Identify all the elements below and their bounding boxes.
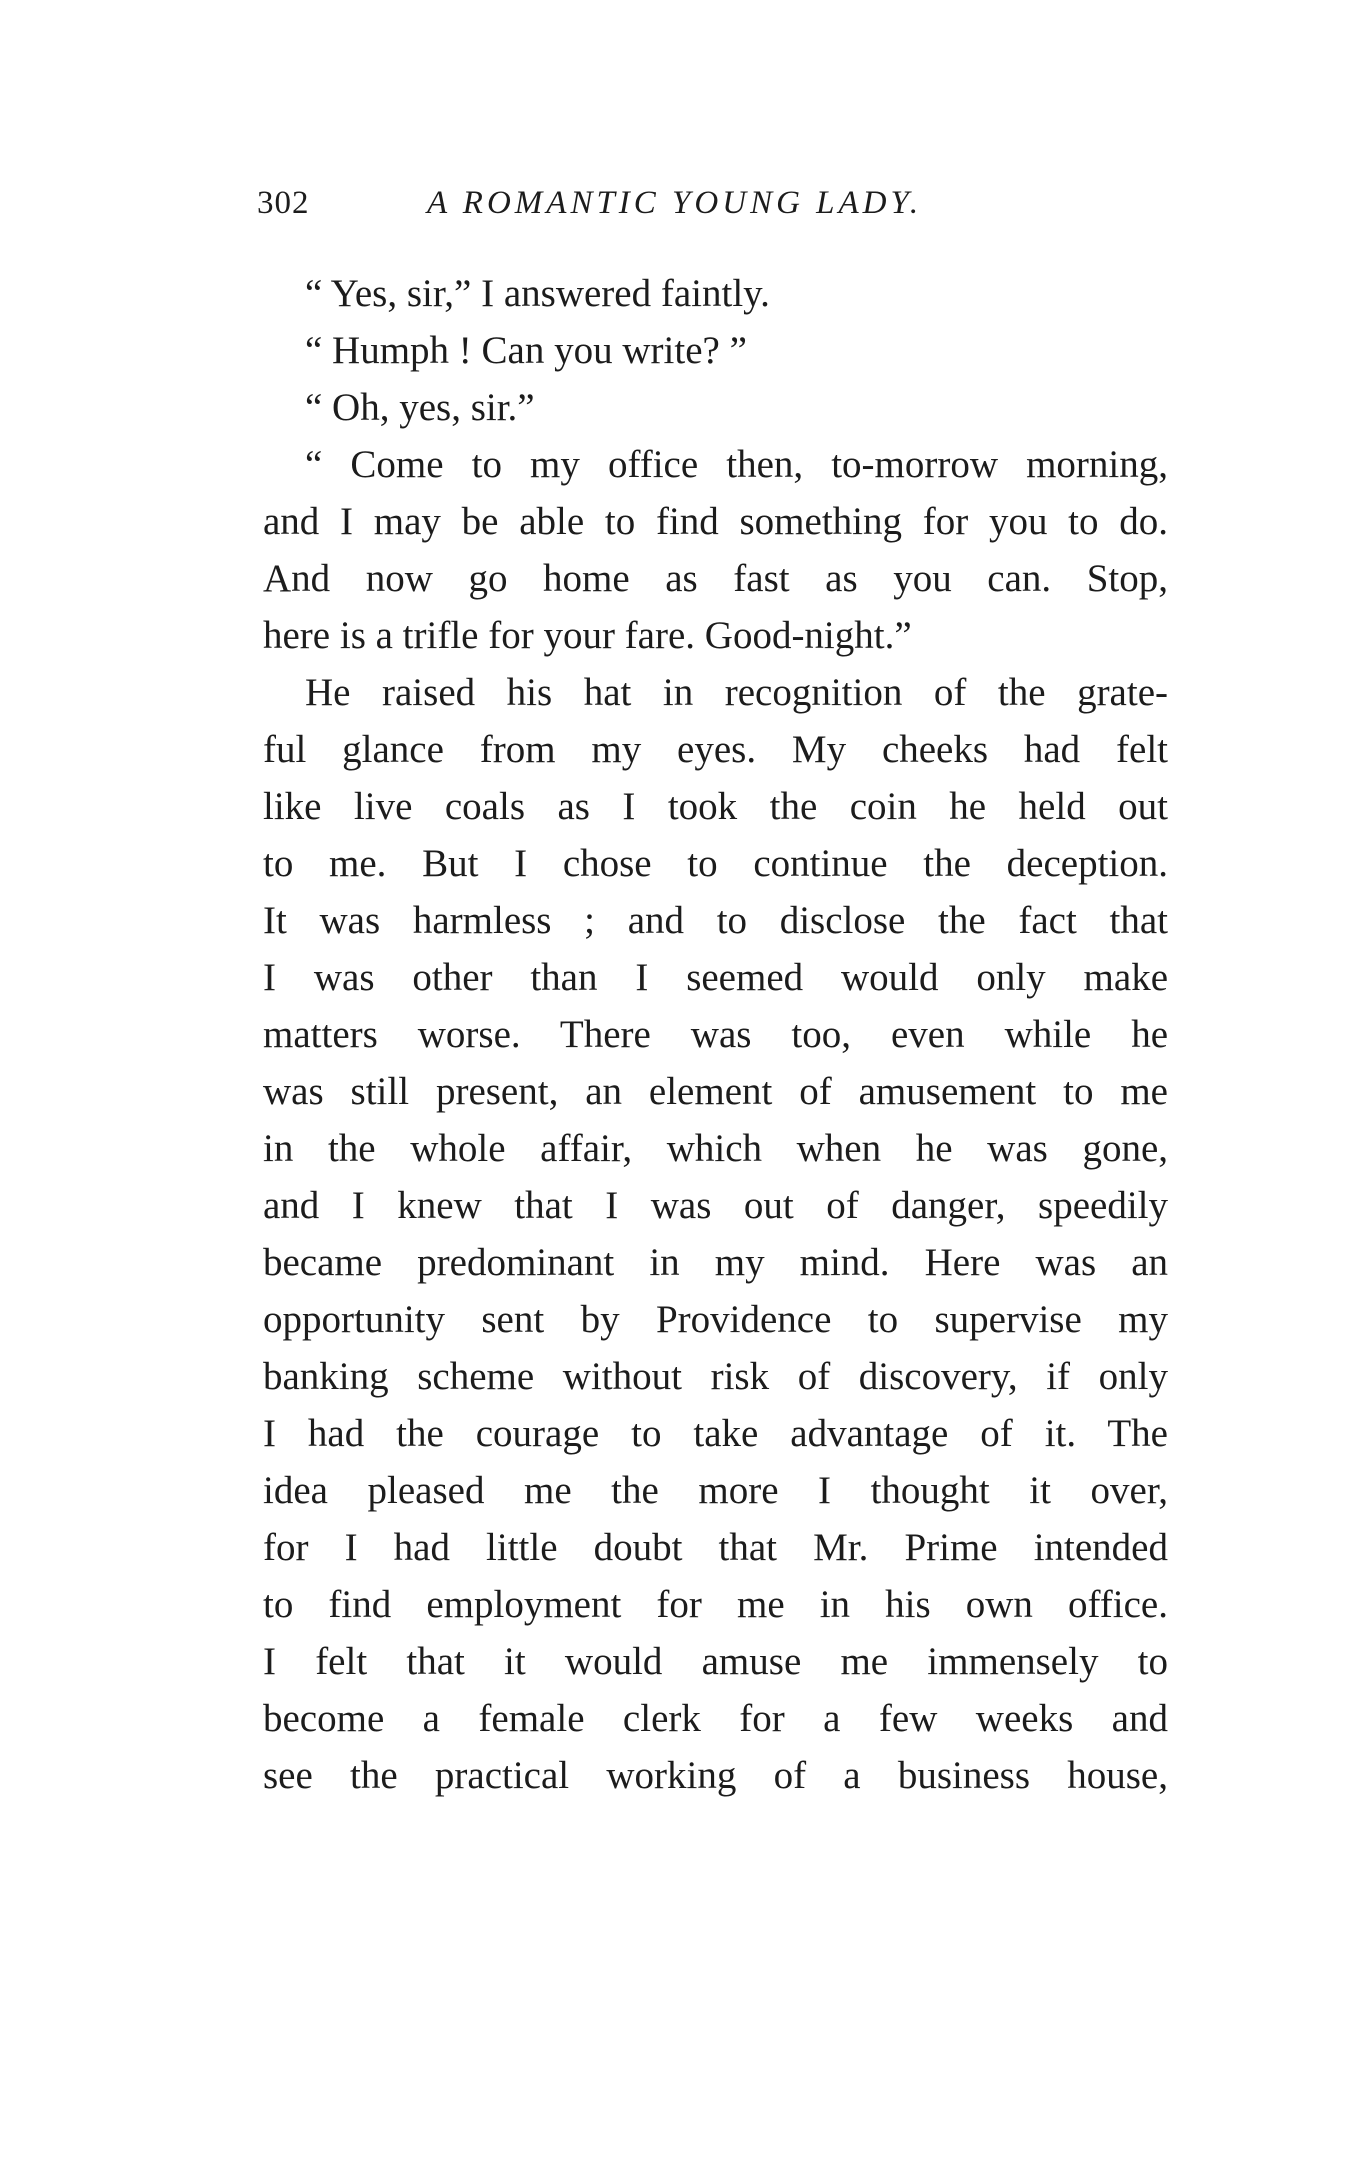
text-line: “ Oh, yes, sir.” bbox=[305, 386, 535, 429]
page-header bbox=[257, 180, 1017, 226]
text-line: He raised his hat in recognition of the grate- bbox=[305, 671, 1168, 714]
text-line: I had the courage to take advantage of it. The bbox=[263, 1412, 1168, 1455]
text-line: was still present, an element of amusement to me bbox=[263, 1070, 1168, 1113]
text-line: here is a trifle for your fare. Good-night.” bbox=[263, 614, 912, 657]
text-line: I felt that it would amuse me immensely to bbox=[263, 1640, 1168, 1683]
text-line: to find employment for me in his own office. bbox=[263, 1583, 1168, 1626]
text-line: “ Yes, sir,” I answered faintly. bbox=[305, 272, 770, 315]
text-line: like live coals as I took the coin he held out bbox=[263, 785, 1168, 828]
text-line: And now go home as fast as you can. Stop, bbox=[263, 557, 1168, 600]
text-line: in the whole affair, which when he was gone, bbox=[263, 1127, 1168, 1170]
text-line: to me. But I chose to continue the deception. bbox=[263, 842, 1168, 885]
text-line: became predominant in my mind. Here was an bbox=[263, 1241, 1168, 1284]
text-line: for I had little doubt that Mr. Prime intended bbox=[263, 1526, 1168, 1569]
text-line: and I knew that I was out of danger, speedily bbox=[263, 1184, 1168, 1227]
text-line: opportunity sent by Providence to supervise my bbox=[263, 1298, 1168, 1341]
text-line: It was harmless ; and to disclose the fact that bbox=[263, 899, 1168, 942]
text-line: see the practical working of a business house, bbox=[263, 1754, 1168, 1797]
text-line: idea pleased me the more I thought it over, bbox=[263, 1469, 1168, 1512]
text-line: “ Come to my office then, to-morrow morning, bbox=[305, 443, 1168, 486]
page-number: 302 bbox=[257, 185, 310, 221]
body-text bbox=[263, 265, 1168, 1804]
text-line: become a female clerk for a few weeks and bbox=[263, 1697, 1168, 1740]
running-title: A ROMANTIC YOUNG LADY. bbox=[427, 185, 923, 221]
text-line: matters worse. There was too, even while he bbox=[263, 1013, 1168, 1056]
text-line: ful glance from my eyes. My cheeks had felt bbox=[263, 728, 1168, 771]
text-line: “ Humph ! Can you write? ” bbox=[305, 329, 747, 372]
text-line: and I may be able to find something for you to do. bbox=[263, 500, 1168, 543]
text-line: banking scheme without risk of discovery, if only bbox=[263, 1355, 1168, 1398]
text-line: I was other than I seemed would only make bbox=[263, 956, 1168, 999]
